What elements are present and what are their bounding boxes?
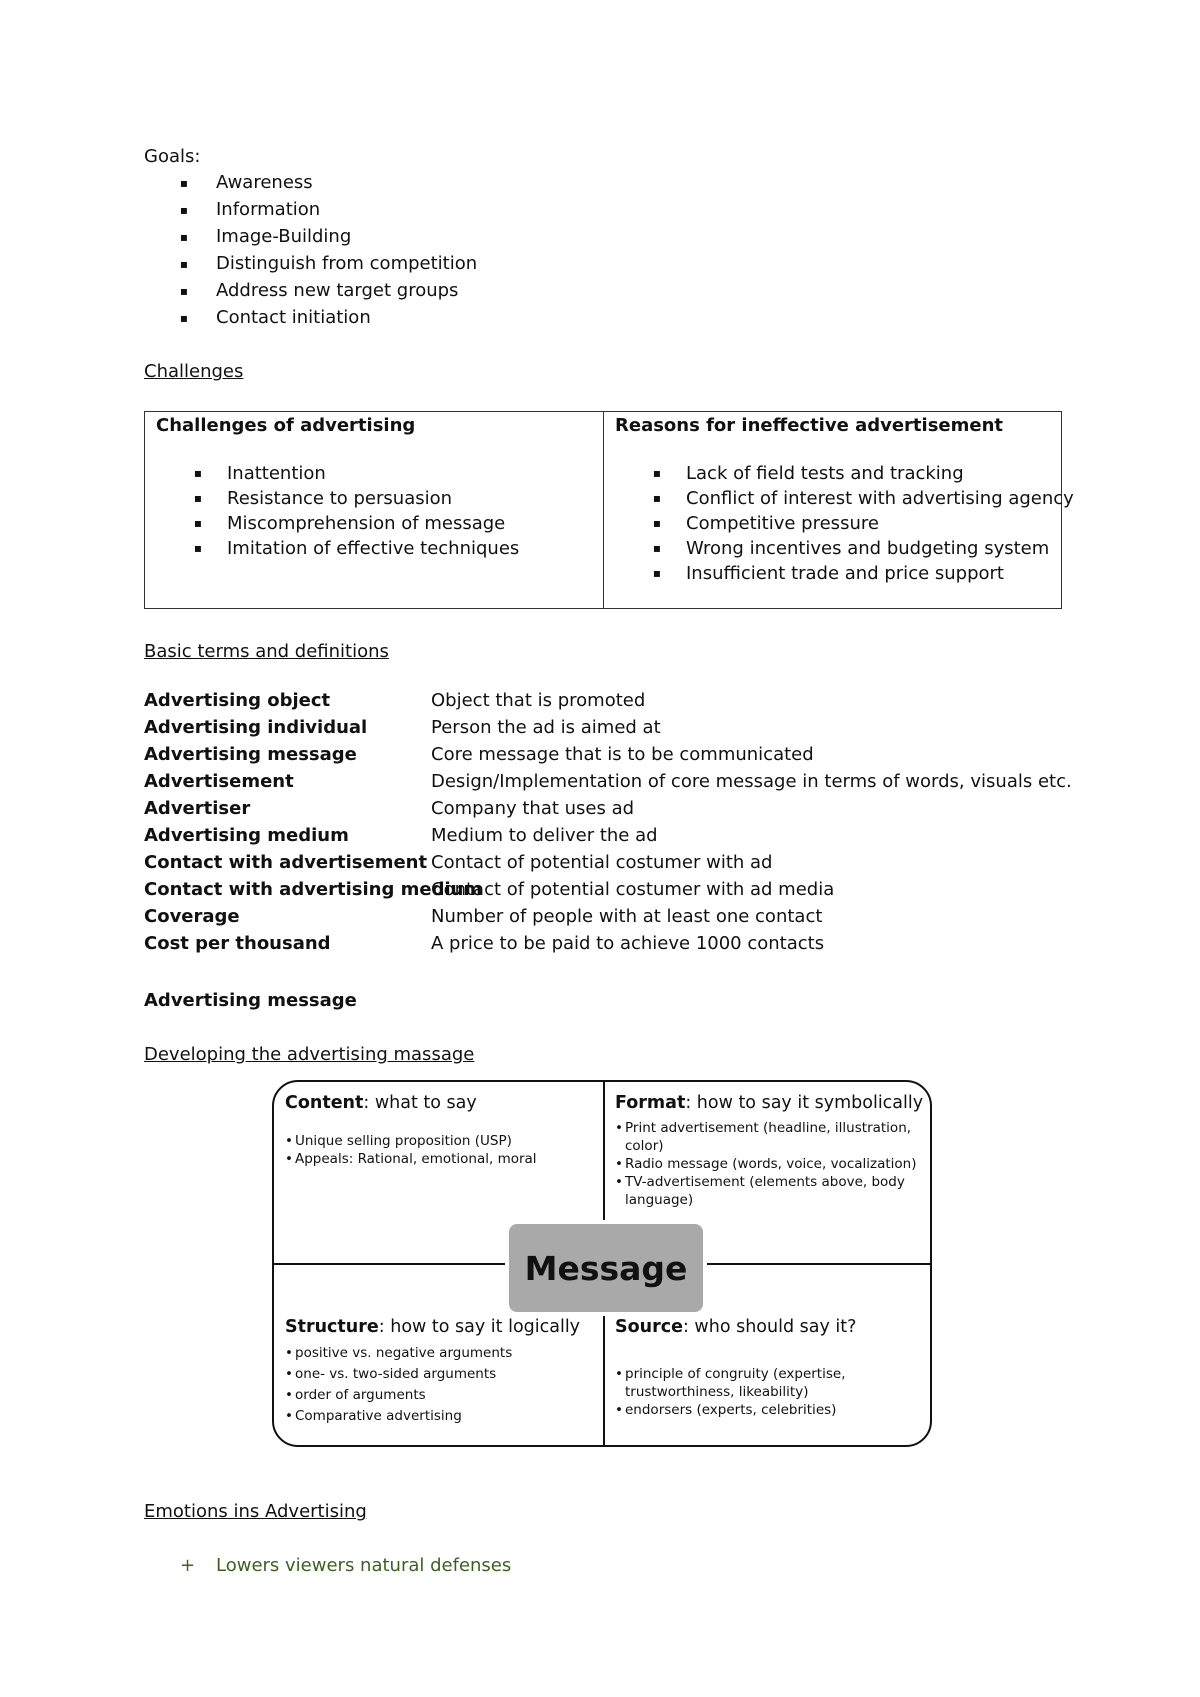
- challenges-list: [193, 461, 519, 561]
- list-item: • endorsers (experts, celebrities): [615, 1401, 856, 1419]
- list-item: • principle of congruity (expertise,: [615, 1365, 856, 1383]
- list-item: • Print advertisement (headline, illustration,: [615, 1119, 923, 1137]
- bullet-icon: ▪: [652, 566, 662, 580]
- definition-term: Advertising object: [144, 690, 331, 711]
- bullet-icon: ▪: [179, 311, 189, 325]
- goal-item: Address new target groups: [216, 280, 459, 301]
- goal-item: Awareness: [216, 172, 313, 193]
- list-item: ▪ Insufficient trade and price support: [652, 563, 1004, 584]
- definition-text: A price to be paid to achieve 1000 contacts: [431, 933, 825, 954]
- definition-term: Advertising medium: [144, 825, 349, 846]
- structure-list: [285, 1343, 580, 1427]
- definition-text: Design/Implementation of core message in terms of words, visuals etc.: [431, 771, 1072, 792]
- list-item: ▪ Resistance to persuasion: [193, 488, 453, 509]
- reasons-list: [652, 461, 1074, 586]
- definition-term: Contact with advertisement: [144, 852, 428, 873]
- message-center-box: Message: [505, 1220, 707, 1316]
- quadrant-title: Structure: how to say it logically: [285, 1317, 581, 1337]
- definition-term: Advertising message: [144, 744, 357, 765]
- quadrant-title: Format: how to say it symbolically: [615, 1093, 924, 1113]
- goal-item: Contact initiation: [216, 307, 371, 328]
- bullet-icon: ▪: [193, 491, 203, 505]
- content-quadrant: [285, 1092, 537, 1168]
- bullet-icon: ▪: [193, 516, 203, 530]
- bullet-icon: ▪: [652, 541, 662, 555]
- list-item: • positive vs. negative arguments: [285, 1343, 580, 1364]
- reasons-column-header: Reasons for ineffective advertisement: [615, 415, 1003, 436]
- list-item: • Comparative advertising: [285, 1406, 580, 1427]
- definition-text: Number of people with at least one contact: [431, 906, 823, 927]
- definition-text: Person the ad is aimed at: [431, 717, 661, 738]
- advertising-message-heading: Advertising message: [144, 990, 357, 1011]
- challenges-table: [144, 411, 1074, 609]
- definition-term: Advertiser: [144, 798, 251, 819]
- list-item: ▪ Wrong incentives and budgeting system: [652, 538, 1050, 559]
- list-item: • order of arguments: [285, 1385, 580, 1406]
- challenges-column: [145, 412, 604, 608]
- format-list: [615, 1119, 923, 1209]
- message-diagram: [272, 1080, 932, 1447]
- basic-terms-heading: Basic terms and definitions: [144, 641, 389, 662]
- definition-term: Advertising individual: [144, 717, 368, 738]
- list-item: • Unique selling proposition (USP): [285, 1132, 537, 1150]
- bullet-icon: ▪: [179, 284, 189, 298]
- bullet-icon: ▪: [179, 176, 189, 190]
- definition-text: Contact of potential costumer with ad: [431, 852, 773, 873]
- emotions-heading: Emotions ins Advertising: [144, 1501, 367, 1522]
- list-item: • Radio message (words, voice, vocalization): [615, 1155, 923, 1173]
- list-item: ▪ Inattention: [193, 463, 326, 484]
- goal-item: Image-Building: [216, 226, 352, 247]
- format-quadrant: [615, 1092, 923, 1209]
- list-item: ▪ Imitation of effective techniques: [193, 538, 520, 559]
- quadrant-title: Content: what to say: [285, 1093, 477, 1113]
- definition-text: Contact of potential costumer with ad media: [431, 879, 835, 900]
- definition-text: Core message that is to be communicated: [431, 744, 814, 765]
- list-item: • Appeals: Rational, emotional, moral: [285, 1150, 537, 1168]
- emotion-item: Lowers viewers natural defenses: [216, 1555, 512, 1576]
- definition-term: Advertisement: [144, 771, 294, 792]
- challenges-column-header: Challenges of advertising: [156, 415, 416, 436]
- plus-icon: +: [180, 1555, 196, 1576]
- definition-text: Object that is promoted: [431, 690, 646, 711]
- goal-item: Information: [216, 199, 321, 220]
- goals-heading: Goals:: [144, 146, 201, 167]
- definition-text: Company that uses ad: [431, 798, 635, 819]
- reasons-column: [604, 412, 1074, 608]
- bullet-icon: ▪: [652, 491, 662, 505]
- list-item: ▪ Lack of field tests and tracking: [652, 463, 964, 484]
- definition-term: Coverage: [144, 906, 240, 927]
- list-item: ▪ Conflict of interest with advertising agency: [652, 488, 1074, 509]
- bullet-icon: ▪: [179, 203, 189, 217]
- quadrant-title: Source: who should say it?: [615, 1317, 857, 1337]
- list-item: • TV-advertisement (elements above, body: [615, 1173, 923, 1191]
- list-item: ▪ Competitive pressure: [652, 513, 879, 534]
- definition-term: Contact with advertising medium: [144, 879, 483, 900]
- goal-item: Distinguish from competition: [216, 253, 478, 274]
- list-item-continuation: language): [625, 1192, 694, 1208]
- list-item-continuation: color): [625, 1138, 664, 1154]
- list-item: ▪ Miscomprehension of message: [193, 513, 506, 534]
- definition-term: Cost per thousand: [144, 933, 331, 954]
- content-list: [285, 1132, 537, 1168]
- challenges-heading: Challenges: [144, 361, 244, 382]
- bullet-icon: ▪: [193, 466, 203, 480]
- bullet-icon: ▪: [193, 541, 203, 555]
- list-item-continuation: trustworthiness, likeability): [625, 1384, 809, 1400]
- bullet-icon: ▪: [652, 516, 662, 530]
- source-list: [615, 1365, 856, 1419]
- source-quadrant: [615, 1316, 856, 1419]
- bullet-icon: ▪: [179, 257, 189, 271]
- definition-text: Medium to deliver the ad: [431, 825, 658, 846]
- bullet-icon: ▪: [179, 230, 189, 244]
- bullet-icon: ▪: [652, 466, 662, 480]
- structure-quadrant: [285, 1316, 580, 1427]
- list-item: • one- vs. two-sided arguments: [285, 1364, 580, 1385]
- developing-message-subheading: Developing the advertising massage: [144, 1044, 475, 1065]
